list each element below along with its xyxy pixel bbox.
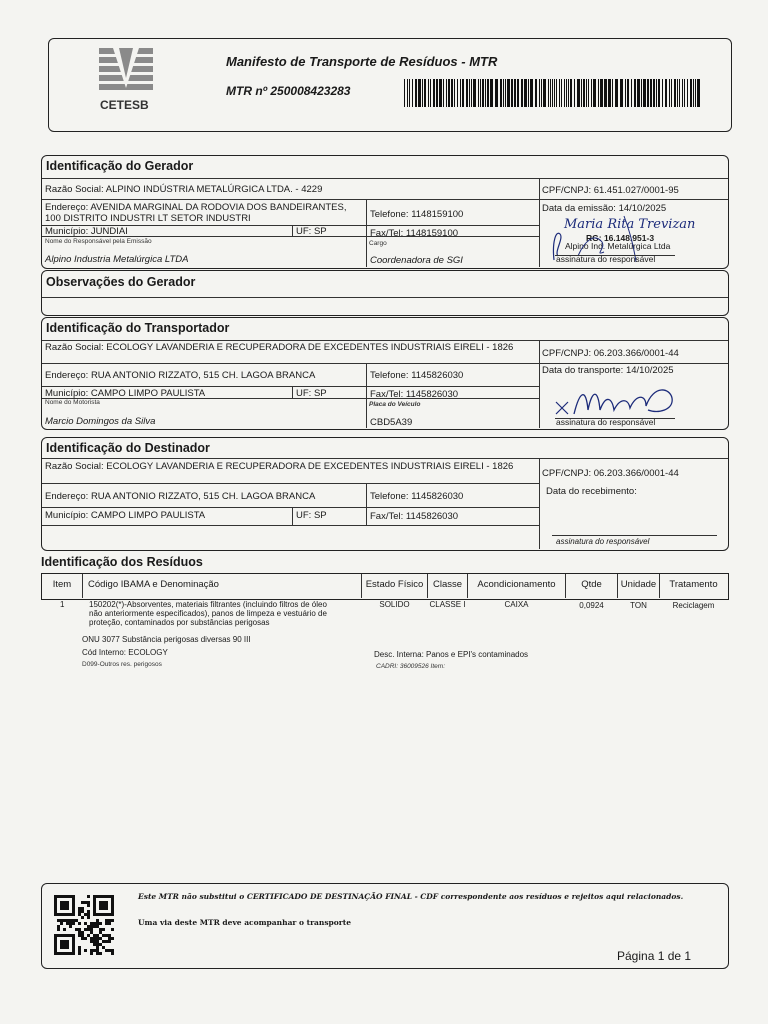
destinador-data-recebimento: Data do recebimento: bbox=[546, 486, 637, 497]
mtr-number: MTR nº 250008423283 bbox=[226, 84, 351, 98]
row-desc-2: não anteriormente especificados), panos de limpeza e vestuário de bbox=[89, 609, 327, 618]
destinador-fax: Fax/Tel: 1145826030 bbox=[370, 511, 459, 522]
transportador-endereco: Endereço: RUA ANTONIO RIZZATO, 515 CH. LAGOA BRANCA bbox=[45, 370, 316, 381]
transportador-title: Identificação do Transportador bbox=[46, 321, 230, 335]
col-header-codigo: Código IBAMA e Denominação bbox=[88, 579, 219, 590]
residuo-desc-interna: Desc. Interna: Panos e EPI's contaminados bbox=[374, 650, 529, 659]
residuos-title: Identificação dos Resíduos bbox=[41, 555, 203, 569]
gerador-responsavel-label: Nome do Responsável pela Emissão bbox=[45, 238, 152, 245]
row-desc-1: 150202(*)-Absorventes, materiais filtrantes (incluindo filtros de óleo bbox=[89, 600, 327, 609]
destinador-uf: UF: SP bbox=[296, 510, 327, 521]
row-qtde: 0,0924 bbox=[579, 601, 604, 610]
gerador-cargo-label: Cargo bbox=[369, 240, 387, 247]
barcode bbox=[404, 79, 702, 107]
cetesb-logo bbox=[99, 48, 153, 94]
page-number: Página 1 de 1 bbox=[617, 949, 692, 963]
transportador-uf: UF: SP bbox=[296, 388, 327, 399]
gerador-telefone: Telefone: 1148159100 bbox=[370, 209, 464, 220]
cetesb-logo-icon bbox=[99, 48, 153, 94]
transportador-placa: CBD5A39 bbox=[370, 417, 413, 428]
destinador-municipio: Município: CAMPO LIMPO PAULISTA bbox=[45, 510, 206, 521]
logo-text: CETESB bbox=[100, 98, 149, 112]
destinador-razao-social: Razão Social: ECOLOGY LAVANDERIA E RECUPERADORA DE EXCEDENTES INDUSTRIAIS EIRELI - 1826 bbox=[45, 461, 514, 472]
col-header-classe: Classe bbox=[432, 579, 463, 590]
transportador-razao-social: Razão Social: ECOLOGY LAVANDERIA E RECUPERADORA DE EXCEDENTES INDUSTRIAIS EIRELI - 1826 bbox=[45, 342, 514, 353]
footer-notice-1: Este MTR não substitui o CERTIFICADO DE DESTINAÇÃO FINAL - CDF correspondente aos resíduos e rejeitos aqui relacionados. bbox=[138, 892, 684, 901]
transportador-assinatura: assinatura do responsável bbox=[556, 417, 656, 427]
document-title: Manifesto de Transporte de Resíduos - MTR bbox=[226, 54, 498, 69]
col-header-item: Item bbox=[52, 579, 72, 590]
col-header-qtde: Qtde bbox=[581, 579, 602, 590]
gerador-cargo: Coordenadora de SGI bbox=[370, 255, 463, 266]
barcode-icon bbox=[404, 79, 702, 107]
transportador-data-transporte: Data do transporte: 14/10/2025 bbox=[542, 365, 674, 376]
row-estado: SOLIDO bbox=[379, 600, 410, 609]
gerador-stamp-rg: RG: 16.148.951-3 bbox=[586, 233, 655, 243]
gerador-razao-social: Razão Social: ALPINO INDÚSTRIA METALÚRGICA LTDA. - 4229 bbox=[45, 184, 323, 195]
destinador-endereco: Endereço: RUA ANTONIO RIZZATO, 515 CH. LAGOA BRANCA bbox=[45, 491, 316, 502]
transportador-telefone: Telefone: 1145826030 bbox=[370, 370, 464, 381]
gerador-responsavel: Alpino Industria Metalúrgica LTDA bbox=[45, 254, 189, 265]
transportador-motorista-label: Nome do Motorista bbox=[45, 399, 100, 406]
transportador-municipio: Município: CAMPO LIMPO PAULISTA bbox=[45, 388, 206, 399]
qr-code bbox=[54, 895, 114, 955]
destinador-title: Identificação do Destinador bbox=[46, 441, 210, 455]
gerador-stamp-name: Maria Rita Trevizan bbox=[564, 217, 696, 232]
footer-notice-2: Uma via deste MTR deve acompanhar o transporte bbox=[138, 918, 351, 927]
residuo-cadri: CADRI: 36009526 Item: bbox=[376, 663, 446, 670]
col-header-estado: Estado Físico bbox=[365, 579, 424, 590]
transportador-signature-icon bbox=[550, 380, 690, 420]
col-header-acond: Acondicionamento bbox=[477, 579, 556, 590]
gerador-uf: UF: SP bbox=[296, 226, 327, 237]
observacoes-title: Observações do Gerador bbox=[46, 275, 196, 289]
transportador-motorista: Marcio Domingos da Silva bbox=[45, 416, 156, 427]
row-tratamento: Reciclagem bbox=[672, 601, 715, 610]
transportador-cpf-cnpj: CPF/CNPJ: 06.203.366/0001-44 bbox=[542, 348, 679, 359]
row-unidade: TON bbox=[630, 601, 647, 610]
gerador-fax: Fax/Tel: 1148159100 bbox=[370, 228, 459, 239]
gerador-title: Identificação do Gerador bbox=[46, 159, 194, 173]
qr-code-icon bbox=[54, 895, 114, 955]
transportador-fax: Fax/Tel: 1145826030 bbox=[370, 389, 459, 400]
gerador-data-emissao: Data da emissão: 14/10/2025 bbox=[542, 203, 667, 214]
destinador-cpf-cnpj: CPF/CNPJ: 06.203.366/0001-44 bbox=[542, 468, 679, 479]
row-item: 1 bbox=[60, 600, 65, 609]
destinador-telefone: Telefone: 1145826030 bbox=[370, 491, 464, 502]
gerador-assinatura: assinatura do responsável bbox=[556, 254, 656, 264]
residuo-onu: ONU 3077 Substância perigosas diversas 90 III bbox=[82, 635, 251, 644]
transportador-placa-label: Placa do Veículo bbox=[369, 401, 421, 408]
col-header-unidade: Unidade bbox=[620, 579, 657, 590]
gerador-endereco-2: 100 DISTRITO INDUSTRI LT SETOR INDUSTRI bbox=[45, 213, 251, 224]
col-header-tratamento: Tratamento bbox=[669, 579, 718, 590]
residuo-cod-interno: Cód Interno: ECOLOGY bbox=[82, 648, 168, 657]
residuo-outros: D099-Outros res. perigosos bbox=[82, 661, 162, 668]
gerador-stamp-company: Alpino Ind. Metalúrgica Ltda bbox=[565, 241, 671, 251]
gerador-endereco-1: Endereço: AVENIDA MARGINAL DA RODOVIA DOS BANDEIRANTES, bbox=[45, 202, 347, 213]
gerador-municipio: Município: JUNDIAI bbox=[45, 226, 128, 237]
row-desc-3: proteção, contaminados por substâncias perigosas bbox=[89, 618, 270, 627]
row-acond: CAIXA bbox=[504, 600, 529, 609]
transportador-signature bbox=[550, 380, 690, 420]
destinador-assinatura: assinatura do responsável bbox=[556, 537, 650, 546]
gerador-cpf-cnpj: CPF/CNPJ: 61.451.027/0001-95 bbox=[542, 185, 679, 196]
row-classe: CLASSE I bbox=[429, 600, 466, 609]
